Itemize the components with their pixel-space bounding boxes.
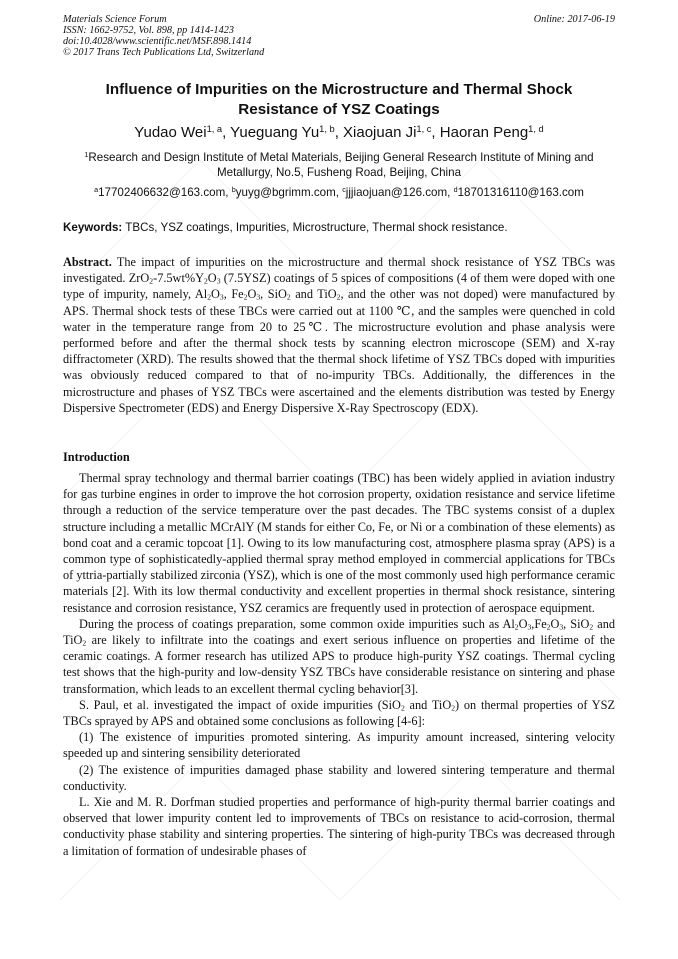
affiliation-line-2: Metallurgy, No.5, Fusheng Road, Beijing, China	[216, 166, 462, 179]
email-superscript: d	[453, 185, 458, 195]
intro-text: S. Paul, et al. investigated the impact of oxide impurities (SiO	[79, 697, 401, 712]
author-list: Yudao Wei$^{1, a}$, Yueguang Yu$^{1, b}$, Xiaojuan Ji$^{1, c}$, Haoran Peng$^{1, d}$	[134, 123, 544, 141]
subscript: 2	[203, 276, 208, 286]
author-superscript: 1, b	[319, 123, 335, 134]
abstract-text: -7.5wt%Y	[153, 271, 204, 286]
title-line-1: Influence of Impurities on the Microstructure and Thermal Shock	[105, 81, 573, 98]
author-superscript: 1, a	[206, 123, 223, 134]
subscript: 2	[514, 622, 519, 632]
subscript: 3	[256, 292, 261, 302]
subscript: 2	[400, 703, 405, 713]
intro-text: and TiO	[63, 616, 615, 648]
intro-text: During the process of coatings preparation, some common oxide impurities such as Al	[79, 616, 515, 631]
intro-text: ,Fe	[531, 616, 547, 631]
intro-text: are likely to infiltrate into the coatings and exert serious influence on properties and lifetime of the ceramic coatings. A former research has utilized APS to produce high-purity YSZ coatings. Thermal cycling test shows that the high-purity and low-density YSZ TBCs have considerable resistance on sintering and phase transformation, which leads to an excellent thermal cycling behavior[3].	[63, 633, 615, 696]
abstract-text: and TiO	[290, 287, 337, 302]
intro-paragraph	[63, 616, 615, 697]
subscript: 2	[207, 292, 212, 302]
abstract-text: O	[207, 271, 217, 286]
email-link[interactable]: jjjiaojuan@126.com	[345, 186, 448, 199]
intro-text: , SiO	[563, 616, 590, 631]
email-link[interactable]: 18701316110@163.com	[457, 186, 584, 199]
email-link[interactable]: 17702406632@163.com	[98, 186, 226, 199]
abstract-text: O	[211, 287, 220, 302]
email-superscript: c	[342, 185, 346, 195]
abstract: Abstract. The impact of impurities on the microstructure and thermal shock resistance of YSZ TBCs was investigated. $ZrO_2-7.5wt\%Y_2O_3$ (7.5YSZ) coatings of 5 spices of compositions (4 of them were doped with one type of impurity, namely, $Al_2O_3$, $Fe_2O_3$, SiO$_2$ and TiO$_2$, and the other was not doped) were manufactured by APS. Thermal shock tests of these TBCs were carried out at 1100 ℃, and the samples were quenched in cold water in the temperature range from 20 to 25℃. The microstructure evolution and phase analysis were performed before and after the thermal shock tests by scanning electron microscope (SEM) and X-ray diffractometer (XRD). The results showed that the thermal shock lifetime of YSZ TBCs doped with impurities was obviously reduced compared to that of no-impurity TBCs. Additionally, the differences in the microstructure and phases of YSZ TBCs were ascertained and the elements distribution was tested by Energy Dispersive Spectrometer (EDS) and Energy Dispersive X-Ray Spectroscopy (EDX).	[63, 255, 616, 415]
copyright-line: © 2017 Trans Tech Publications Ltd, Switzerland	[63, 47, 265, 58]
abstract-text: O	[247, 287, 257, 302]
author-superscript: 1, d	[528, 123, 544, 134]
title-line-2: Resistance of YSZ Coatings	[238, 101, 440, 118]
intro-text: ) on thermal properties of YSZ TBCs sprayed by APS and obtained some conclusions as following [4-6]:	[63, 697, 615, 729]
abstract-label: Abstract.	[63, 255, 112, 269]
subscript: 2	[336, 292, 341, 302]
author: Haoran Peng	[439, 124, 529, 141]
list-item: (1) The existence of impurities promoted sintering. As impurity amount increased, sintering velocity speeded up and sintering sensibility deteriorated	[63, 730, 615, 761]
abstract-text: ZrO	[128, 271, 150, 286]
subscript: 3	[527, 622, 532, 632]
abstract-text: , and the other was not doped) were manufactured by APS. Thermal shock tests of these TBCs were carried out at 1100 ℃, and the samples were quenched in cold water in the temperature range from 20 to 25℃. The microstructure evolution and phase analysis were performed before and after the thermal shock tests by scanning electron microscope (SEM) and X-ray diffractometer (XRD). The results showed that the thermal shock lifetime of YSZ TBCs doped with impurities was obviously reduced compared to that of no-impurity TBCs. Additionally, the differences in the microstructure and phases of YSZ TBCs were ascertained and the elements distribution was tested by Energy Dispersive Spectrometer (EDS) and Energy Dispersive X-Ray Spectroscopy (EDX).	[63, 287, 615, 415]
author: Xiaojuan Ji	[343, 124, 417, 141]
email-list: $^a$17702406632@163.com, $^b$yuyg@bgrimm.com, $^c$jjjiaojuan@126.com, $^d$18701316110@163.com	[94, 185, 584, 199]
affiliation-superscript: 1	[84, 150, 89, 160]
subscript: 3	[216, 276, 221, 286]
section-heading-introduction: Introduction	[63, 450, 130, 464]
keywords	[63, 220, 615, 235]
paper-title	[63, 80, 615, 120]
author: Yueguang Yu	[230, 124, 320, 141]
subscript: 2	[82, 638, 87, 648]
abstract-text: Fe	[231, 287, 244, 302]
intro-paragraph: Thermal spray technology and thermal barrier coatings (TBC) has been widely applied in aviation industry for gas turbine engines in order to improve the hot corrosion property, oxidation resistance and service lifetime through a reduction of the service temperature over the past decades. The TBC systems consist of a duplex structure including a metallic MCrAlY (M stands for either Co, Fe, or Ni or a combination of these elements) as bond coat and a ceramic topcoat [1]. Owing to its low manufacturing cost, atmosphere plasma spray (APS) is a common type of sophisticatedly-applied thermal spray method employed in commercial applications for TBCs of yttria-partially stabilized zirconia (YSZ), which is one of the most commonly used high performance ceramic materials [2]. With its low thermal conductivity and excellent properties in thermal shock resistance, sintering resistance and corrosion resistance, YSZ ceramics are frequently used in protection of aerospace equipment.	[63, 471, 615, 615]
list-item: (2) The existence of impurities damaged phase stability and lowered sintering temperature and thermal conductivity.	[63, 762, 615, 793]
intro-paragraph	[63, 697, 615, 729]
subscript: 2	[589, 622, 594, 632]
affiliation	[63, 150, 615, 180]
subscript: 2	[546, 622, 551, 632]
doi-line[interactable]: doi:10.4028/www.scientific.net/MSF.898.1414	[63, 36, 252, 47]
intro-paragraph: L. Xie and M. R. Dorfman studied properties and performance of high-purity thermal barrier coatings and observed that lower impurity content led to improvements of TBCs on resistance to acid-corrosion, thermal conductivity phase stability and sintering properties. The sintering of high-purity TBCs was decreased through a limitation of formation of undesirable phases of	[63, 795, 615, 858]
abstract-text: SiO	[267, 287, 287, 302]
abstract-text: Al	[194, 287, 208, 302]
author-superscript: 1, c	[416, 123, 432, 134]
intro-text: O	[550, 616, 560, 631]
journal-header	[63, 14, 264, 58]
email-superscript: b	[231, 185, 236, 195]
keywords-label: Keywords:	[63, 221, 123, 234]
intro-text: and TiO	[404, 697, 452, 712]
subscript: 3	[559, 622, 564, 632]
journal-name: Materials Science Forum	[63, 14, 167, 25]
online-date: Online: 2017-06-19	[533, 14, 615, 25]
subscript: 2	[149, 276, 154, 286]
intro-text: O	[518, 616, 528, 631]
issn-line: ISSN: 1662-9752, Vol. 898, pp 1414-1423	[63, 25, 234, 36]
subscript: 3	[219, 292, 224, 302]
author: Yudao Wei	[134, 124, 207, 141]
email-link[interactable]: yuyg@bgrimm.com	[235, 186, 336, 199]
subscript: 2	[451, 703, 456, 713]
email-superscript: a	[94, 185, 99, 195]
subscript: 2	[286, 292, 291, 302]
affiliation-line-1: Research and Design Institute of Metal Materials, Beijing General Research Institute of Mining and	[88, 151, 594, 164]
abstract-text: The impact of impurities on the microstructure and thermal shock resistance of YSZ TBCs was investigated.	[63, 255, 615, 286]
subscript: 2	[243, 292, 248, 302]
introduction-body	[63, 470, 615, 859]
abstract-text: (7.5YSZ) coatings of 5 spices of compositions (4 of them were doped with one type of impurity, namely,	[63, 271, 616, 302]
keywords-text: TBCs, YSZ coatings, Impurities, Microstructure, Thermal shock resistance.	[125, 221, 508, 234]
